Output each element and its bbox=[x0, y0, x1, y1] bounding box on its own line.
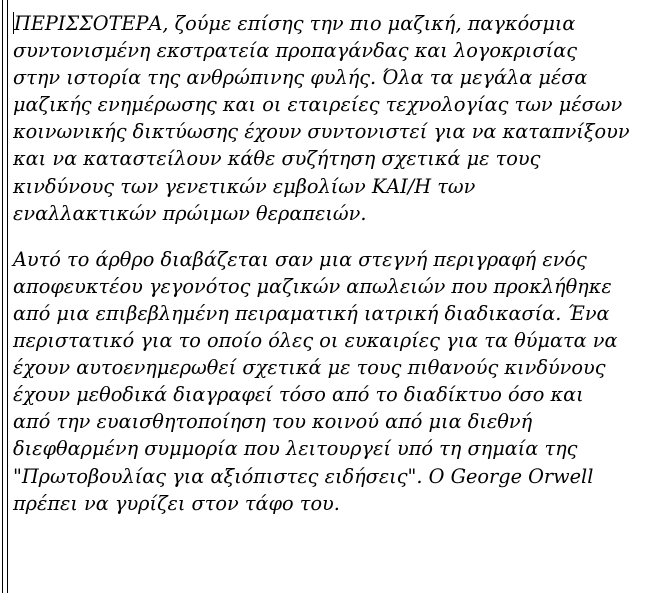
text-line: από την ευαισθητοποίηση του κοινού από μια διεθνή bbox=[13, 410, 533, 434]
text-line: εναλλακτικών πρώιμων θεραπειών. bbox=[13, 201, 367, 225]
text-line: πρέπει να γυρίζει στον τάφο του. bbox=[13, 491, 340, 515]
text-line: περιστατικό για το οποίο όλες οι ευκαιρίες για τα θύματα να bbox=[13, 329, 618, 353]
paragraph-1 bbox=[13, 10, 649, 227]
text-line: κινδύνους των γενετικών εμβολίων ΚΑΙ/Η των bbox=[13, 174, 476, 198]
text-line: μαζικής ενημέρωσης και οι εταιρείες τεχνολογίας των μέσων bbox=[13, 93, 623, 117]
text-editor-area[interactable] bbox=[13, 10, 649, 536]
text-line: και να καταστείλουν κάθε συζήτηση σχετικά με τους bbox=[13, 147, 541, 171]
text-line: συντονισμένη εκστρατεία προπαγάνδας και λογοκρισίας bbox=[13, 39, 578, 63]
text-line: κοινωνικής δικτύωσης έχουν συντονιστεί για να καταπνίξουν bbox=[13, 120, 630, 144]
text-line: διεφθαρμένη συμμορία που λειτουργεί υπό τη σημαία της bbox=[13, 437, 578, 461]
text-line: αποφευκτέου γεγονότος μαζικών απωλειών που προκλήθηκε bbox=[13, 274, 612, 298]
text-line: Αυτό το άρθρο διαβάζεται σαν μια στεγνή περιγραφή ενός bbox=[13, 247, 587, 271]
text-line-content: ΠΕΡΙΣΣΟΤΕΡΑ, ζούμε επίσης την πιο μαζική, παγκόσμια bbox=[14, 12, 576, 35]
text-line: στην ιστορία της ανθρώπινης φυλής. Όλα τα μεγάλα μέσα bbox=[13, 66, 588, 90]
text-line: από μια επιβεβλημένη πειραματική ιατρική διαδικασία. Ένα bbox=[13, 301, 610, 325]
text-line: "Πρωτοβουλίας για αξιόπιστες ειδήσεις". Ο George Orwell bbox=[13, 464, 594, 488]
page-left-border bbox=[2, 0, 8, 593]
text-line: έχουν μεθοδικά διαγραφεί τόσο από το διαδίκτυο όσο και bbox=[13, 383, 584, 407]
paragraph-2 bbox=[13, 246, 649, 517]
text-line: έχουν αυτοενημερωθεί σχετικά με τους πιθανούς κινδύνους bbox=[13, 356, 606, 380]
text-line bbox=[13, 10, 649, 37]
